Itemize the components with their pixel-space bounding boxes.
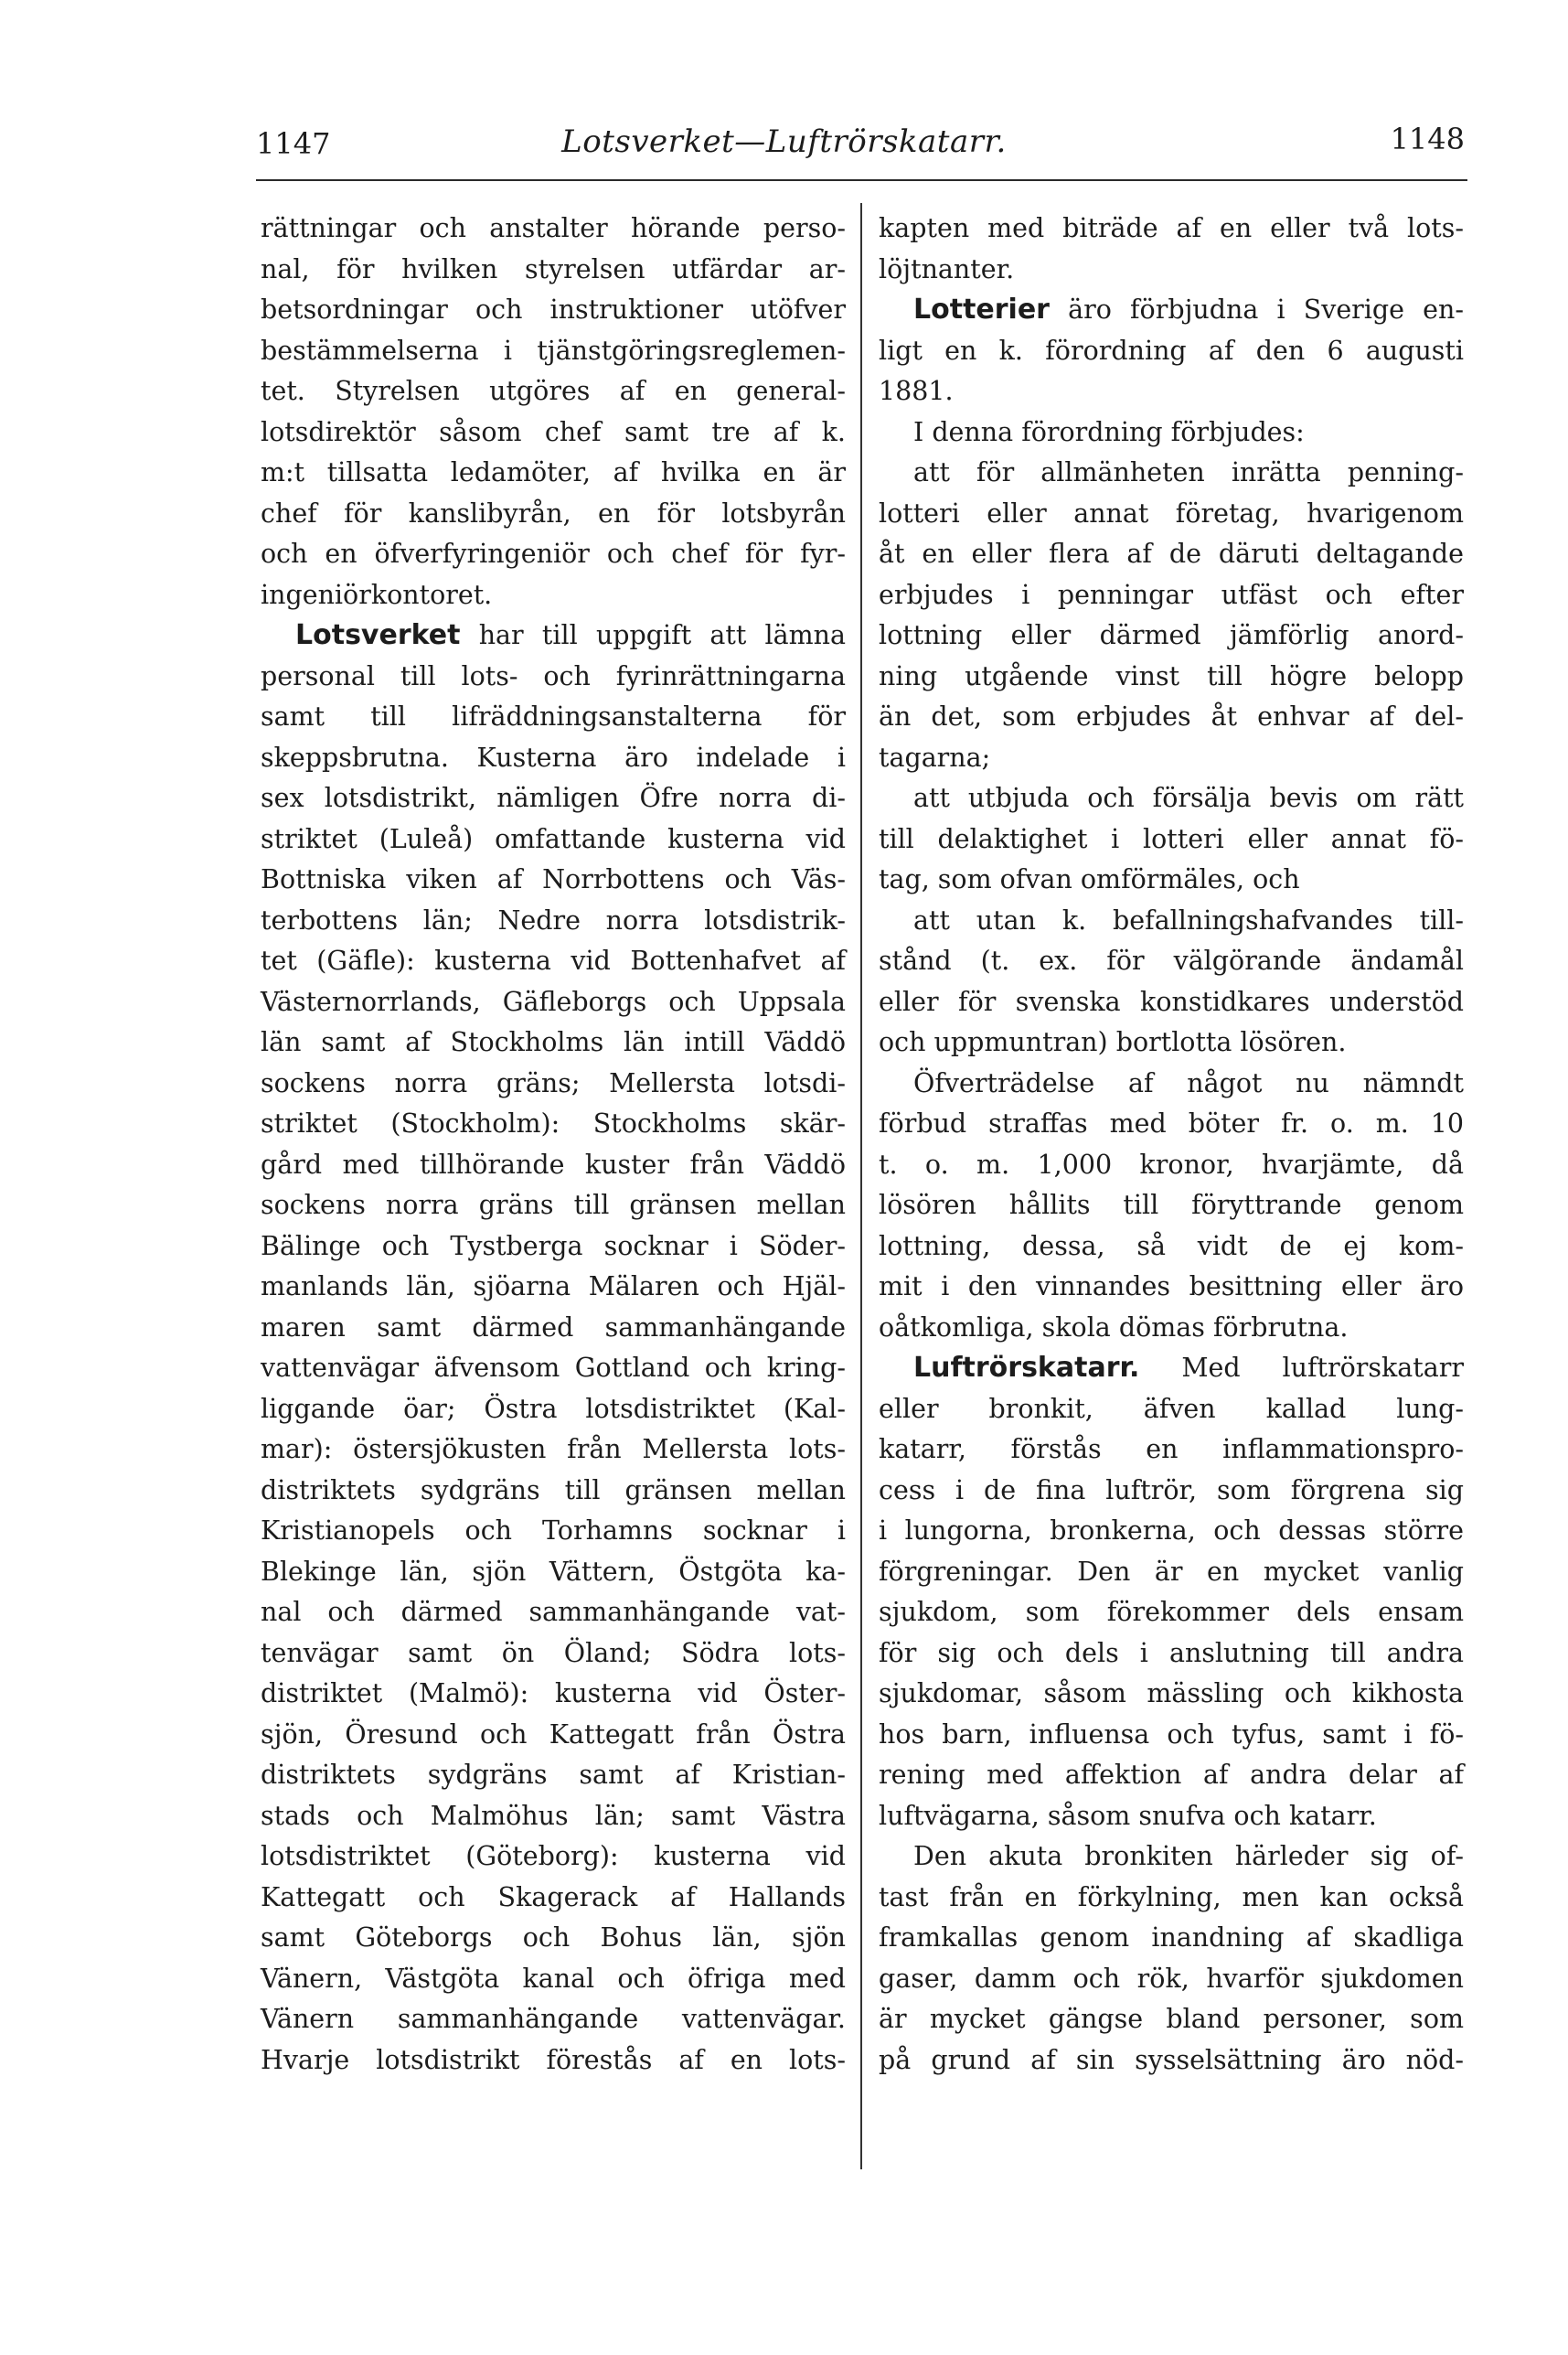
line-text: personal till lots- och fyrinrättningarna (261, 660, 846, 691)
text-line (261, 1064, 846, 1105)
text-line (261, 778, 846, 819)
text-line (261, 1878, 846, 1919)
text-line (879, 982, 1464, 1023)
line-text: tast från en förkylning, men kan också (879, 1881, 1464, 1912)
line-text: Bälinge och Tystberga socknar i Söder- (261, 1230, 846, 1261)
text-line (261, 1308, 846, 1349)
text-line (879, 657, 1464, 698)
text-line (879, 2040, 1464, 2082)
text-line (879, 575, 1464, 616)
line-text: att för allmänheten inrätta penning- (913, 457, 1464, 487)
line-text: chef för kanslibyrån, en för lotsbyrån (261, 498, 846, 529)
line-text: eller för svenska konstidkares understöd (879, 986, 1464, 1017)
line-text: tag, som ofvan omförmäles, och (879, 864, 1300, 894)
line-text: och en öfverfyringeniör och chef för fyr- (261, 539, 846, 569)
text-line (879, 494, 1464, 535)
text-line (261, 860, 846, 901)
line-text: sockens norra gräns till gränsen mellan (261, 1190, 846, 1220)
text-line (879, 697, 1464, 738)
line-text: förbud straffas med böter fr. o. m. 10 (879, 1108, 1464, 1139)
line-text: m:t tillsatta ledamöter, af hvilka en är (261, 457, 846, 487)
line-text: är mycket gängse bland personer, som (879, 2004, 1464, 2034)
line-text: stads och Malmöhus län; samt Västra (261, 1800, 846, 1831)
line-text: Blekinge län, sjön Vättern, Östgöta ka- (261, 1556, 846, 1587)
line-text: betsordningar och instruktioner utöfver (261, 294, 846, 325)
line-text: cess i de fina luftrör, som förgrena sig (879, 1474, 1464, 1505)
text-line (261, 331, 846, 372)
line-text: striktet (Stockholm): Stockholms skär- (261, 1108, 846, 1139)
text-line (879, 1145, 1464, 1186)
text-line (879, 1715, 1464, 1756)
line-text: gaser, damm och rök, hvarför sjukdomen (879, 1963, 1464, 1994)
text-line (261, 1836, 846, 1878)
entry-headword: Lotsverket (295, 619, 461, 651)
line-text: lotsdistriktet (Göteborg): kusterna vid (261, 1841, 846, 1871)
text-line (879, 534, 1464, 575)
line-text: tet. Styrelsen utgöres af en general- (261, 376, 846, 406)
line-text: lösören hållits till föryttrande genom (879, 1190, 1464, 1220)
line-text: lotsdirektör såsom chef samt tre af k. (261, 416, 846, 447)
text-line (261, 1592, 846, 1633)
text-line (879, 209, 1464, 250)
line-text: tet (Gäfle): kusterna vid Bottenhafvet af (261, 946, 846, 976)
text-line (879, 1185, 1464, 1226)
line-text: åt en eller flera af de däruti deltagande (879, 539, 1464, 569)
line-text: ingeniörkontoret. (261, 579, 493, 610)
text-line (879, 1999, 1464, 2040)
running-head: Lotsverket—Luftrörskatarr. (561, 123, 1007, 160)
text-line (261, 1348, 846, 1389)
line-text: län samt af Stockholms län intill Väddö (261, 1027, 846, 1057)
text-line (879, 1918, 1464, 1959)
text-line (879, 1755, 1464, 1796)
line-text: maren samt därmed sammanhängande (261, 1311, 846, 1343)
line-text: Med luftrörskatarr (1139, 1353, 1464, 1383)
left-column (261, 209, 846, 2081)
line-text: Vänern sammanhängande vattenvägar. (261, 2004, 846, 2034)
line-text: samt Göteborgs och Bohus län, sjön (261, 1922, 846, 1953)
text-line (261, 819, 846, 861)
line-text: Kristianopels och Torhamns socknar i (261, 1515, 846, 1546)
line-text: erbjudes i penningar utfäst och efter (879, 579, 1464, 610)
column-divider (860, 203, 862, 2169)
text-line (879, 1552, 1464, 1593)
text-line (879, 1429, 1464, 1471)
text-line (261, 1633, 846, 1675)
line-text: terbottens län; Nedre norra lotsdistrik- (261, 905, 846, 936)
text-line (879, 453, 1464, 494)
line-text: Hvarje lotsdistrikt förestås af en lots- (261, 2044, 846, 2075)
line-text: för sig och dels i anslutning till andra (879, 1637, 1464, 1668)
text-line (879, 941, 1464, 982)
text-line (261, 1796, 846, 1837)
line-text: 1881. (879, 376, 954, 406)
text-line (261, 941, 846, 982)
line-text: sockens norra gräns; Mellersta lotsdi- (261, 1067, 846, 1098)
text-line (879, 1267, 1464, 1308)
text-line (261, 412, 846, 454)
text-line (261, 534, 846, 575)
line-text: Bottniska viken af Norrbottens och Väs- (261, 864, 846, 894)
line-text: mar): östersjökusten från Mellersta lots- (261, 1434, 846, 1464)
line-text: Den akuta bronkiten härleder sig of- (913, 1841, 1464, 1871)
text-line (879, 901, 1464, 942)
text-line (261, 1755, 846, 1796)
text-line (879, 860, 1464, 901)
line-text: gård med tillhörande kuster från Väddö (261, 1149, 846, 1180)
line-text: kapten med biträde af en eller två lots- (879, 213, 1464, 243)
text-line (879, 1592, 1464, 1633)
text-line (261, 1918, 846, 1959)
line-text: sex lotsdistrikt, nämligen Öfre norra di- (261, 783, 846, 813)
text-line (261, 1511, 846, 1552)
text-line (879, 819, 1464, 861)
line-text: sjukdomar, såsom mässling och kikhosta (879, 1678, 1464, 1708)
line-text: eller bronkit, äfven kallad lung- (879, 1393, 1464, 1424)
text-line (879, 1308, 1464, 1349)
text-line (879, 1226, 1464, 1268)
text-line (879, 778, 1464, 819)
line-text: löjtnanter. (879, 253, 1015, 284)
text-line (261, 1389, 846, 1430)
text-line (261, 371, 846, 412)
page-header (0, 0, 1568, 183)
text-line (879, 331, 1464, 372)
entry-headword: Luftrörskatarr. (913, 1352, 1140, 1384)
line-text: manlands län, sjöarna Mälaren och Hjäl- (261, 1271, 846, 1301)
line-text: vattenvägar äfvensom Gottland och kring- (261, 1353, 846, 1383)
text-line (879, 1959, 1464, 2000)
text-line (261, 494, 846, 535)
text-line (261, 1999, 846, 2040)
right-column (879, 209, 1464, 2081)
line-text: hos barn, influensa och tyfus, samt i fö- (879, 1718, 1464, 1750)
text-line (879, 738, 1464, 779)
text-line (879, 412, 1464, 454)
line-text: katarr, förstås en inflammationspro- (879, 1434, 1464, 1464)
text-line (879, 1348, 1464, 1389)
text-line (261, 1022, 846, 1064)
line-text: striktet (Luleå) omfattande kusterna vid (261, 823, 846, 854)
text-line (879, 1389, 1464, 1430)
line-text: rening med affektion af andra delar af (879, 1760, 1464, 1790)
text-line (261, 209, 846, 250)
line-text: nal och därmed sammanhängande vat- (261, 1597, 846, 1627)
text-line (879, 1796, 1464, 1837)
text-line (261, 1674, 846, 1715)
line-text: Kattegatt och Skagerack af Hallands (261, 1881, 846, 1912)
line-text: Vänern, Västgöta kanal och öfriga med (261, 1963, 846, 1994)
line-text: distriktets sydgräns samt af Kristian- (261, 1760, 846, 1790)
line-text: och uppmuntran) bortlotta lösören. (879, 1027, 1347, 1057)
line-text: att utbjuda och försälja bevis om rätt (913, 783, 1464, 813)
page-number-right: 1148 (1390, 122, 1465, 156)
line-text: ning utgående vinst till högre belopp (879, 660, 1464, 691)
text-line (261, 290, 846, 331)
entry-headword: Lotterier (913, 294, 1050, 326)
line-text: tagarna; (879, 742, 991, 773)
line-text: luftvägarna, såsom snufva och katarr. (879, 1800, 1377, 1831)
text-line (879, 1836, 1464, 1878)
line-text: bestämmelserna i tjänstgöringsreglemen- (261, 335, 846, 366)
line-text: samt till lifräddningsanstalterna för (261, 701, 846, 732)
text-line (261, 657, 846, 698)
line-text: lottning eller därmed jämförlig anord- (879, 620, 1464, 650)
text-line (261, 453, 846, 494)
line-text: Öfverträdelse af något nu nämndt (913, 1067, 1464, 1098)
line-text: förgreningar. Den är en mycket vanlig (879, 1556, 1464, 1587)
text-line (879, 1064, 1464, 1105)
text-line (261, 1715, 846, 1756)
line-text: I denna förordning förbjudes: (913, 416, 1305, 447)
text-line (261, 1959, 846, 2000)
text-line (261, 901, 846, 942)
text-line (261, 575, 846, 616)
header-rule (256, 179, 1467, 181)
line-text: oåtkomliga, skola dömas förbrutna. (879, 1311, 1349, 1343)
line-text: lotteri eller annat företag, hvarigenom (879, 498, 1464, 529)
text-line (879, 1511, 1464, 1552)
text-line (879, 1674, 1464, 1715)
text-line (261, 1552, 846, 1593)
text-line (879, 616, 1464, 657)
text-line (879, 1022, 1464, 1064)
line-text: skeppsbrutna. Kusterna äro indelade i (261, 742, 846, 773)
line-text: Västernorrlands, Gäfleborgs och Uppsala (261, 986, 846, 1017)
text-line (261, 1267, 846, 1308)
line-text: t. o. m. 1,000 kronor, hvarjämte, då (879, 1149, 1464, 1180)
line-text: sjukdom, som förekommer dels ensam (879, 1597, 1464, 1627)
line-text: äro förbjudna i Sverige en- (1049, 294, 1464, 325)
line-text: tenvägar samt ön Öland; Södra lots- (261, 1637, 846, 1668)
line-text: distriktet (Malmö): kusterna vid Öster- (261, 1678, 846, 1708)
line-text: framkallas genom inandning af skadliga (879, 1922, 1464, 1953)
text-line (261, 982, 846, 1023)
text-line (261, 616, 846, 657)
line-text: lottning, dessa, så vidt de ej kom- (879, 1230, 1464, 1261)
line-text: att utan k. befallningshafvandes till- (913, 905, 1464, 936)
text-line (879, 250, 1464, 291)
text-line (879, 1104, 1464, 1145)
text-line (879, 1471, 1464, 1512)
line-text: stånd (t. ex. för välgörande ändamål (879, 946, 1464, 976)
line-text: sjön, Öresund och Kattegatt från Östra (261, 1718, 846, 1750)
text-line (261, 2040, 846, 2082)
text-line (879, 1633, 1464, 1675)
text-line (261, 1145, 846, 1186)
line-text: har till uppgift att lämna (460, 620, 846, 650)
line-text: rättningar och anstalter hörande perso- (261, 213, 846, 243)
text-line (879, 1878, 1464, 1919)
line-text: mit i den vinnandes besittning eller äro (879, 1271, 1464, 1301)
line-text: på grund af sin sysselsättning äro nöd- (879, 2044, 1464, 2075)
text-line (261, 1226, 846, 1268)
line-text: nal, för hvilken styrelsen utfärdar ar- (261, 253, 846, 284)
page-number-left: 1147 (256, 126, 331, 161)
text-line (261, 1104, 846, 1145)
text-line (261, 1185, 846, 1226)
text-line (261, 697, 846, 738)
line-text: liggande öar; Östra lotsdistriktet (Kal- (261, 1393, 846, 1424)
text-line (261, 738, 846, 779)
line-text: i lungorna, bronkerna, och dessas större (879, 1515, 1464, 1546)
text-line (879, 371, 1464, 412)
text-line (261, 1429, 846, 1471)
line-text: än det, som erbjudes åt enhvar af del- (879, 701, 1464, 732)
line-text: distriktets sydgräns till gränsen mellan (261, 1474, 846, 1505)
text-line (879, 290, 1464, 331)
text-line (261, 250, 846, 291)
line-text: ligt en k. förordning af den 6 augusti (879, 335, 1464, 366)
text-line (261, 1471, 846, 1512)
line-text: till delaktighet i lotteri eller annat fö- (879, 823, 1464, 854)
